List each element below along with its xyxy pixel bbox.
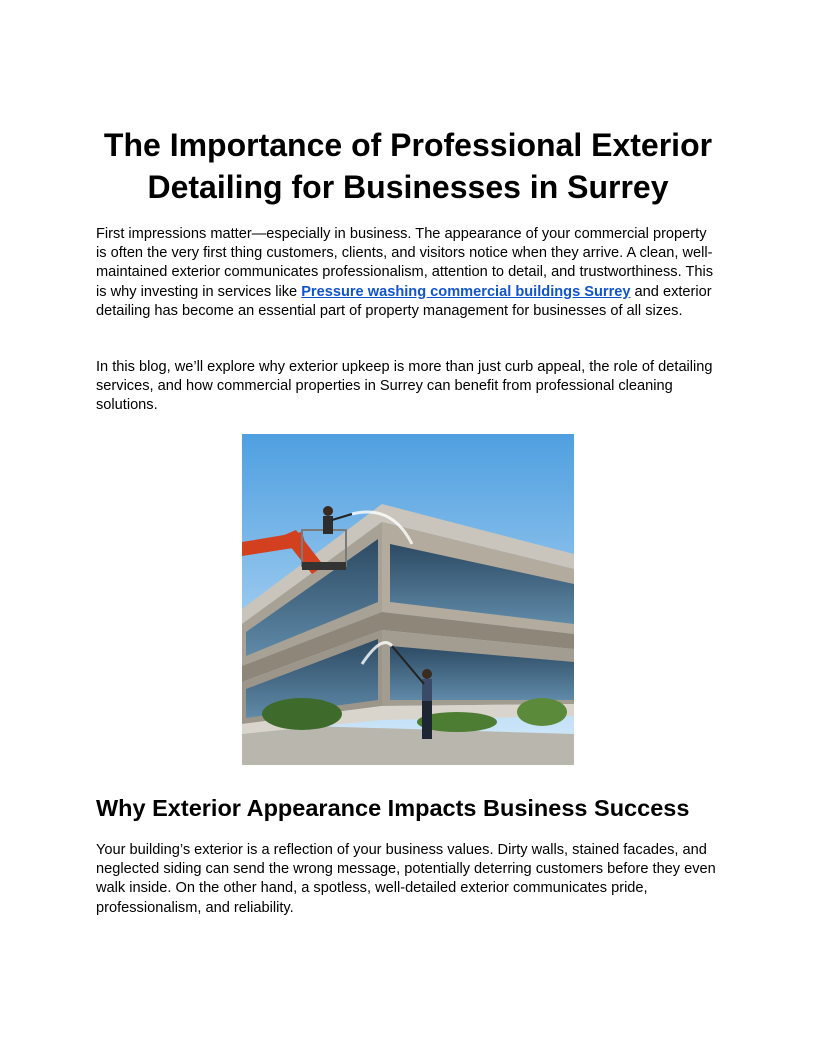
- worker-legs-ground: [422, 701, 432, 739]
- worker-head-top: [323, 506, 333, 516]
- pressure-washing-link[interactable]: Pressure washing commercial buildings Surrey: [301, 283, 631, 300]
- intro-text-after: and exterior detailing has become an essential part of property management for businesses of all sizes.: [96, 283, 712, 319]
- intro-text-before: First impressions matter—especially in business. The appearance of your commercial property is often the very first thing customers, clients, and visitors notice when they arrive. A clean, well-maintained exterior communicates professionalism, attention to detail, and trustworthiness. This is why investing in services like: [96, 226, 714, 300]
- worker-body-top: [323, 516, 333, 534]
- section-heading: Why Exterior Appearance Impacts Business Success: [96, 795, 690, 821]
- shrub-right: [517, 698, 567, 726]
- lift-base: [302, 562, 346, 570]
- intro-paragraph: [96, 225, 720, 321]
- page-title: The Importance of Professional Exterior Detailing for Businesses in Surrey: [103, 127, 713, 205]
- blog-overview-paragraph: In this blog, we’ll explore why exterior upkeep is more than just curb appeal, the role of detailing services, and how commercial properties in Surrey can benefit from professional cleaning solutions.: [96, 359, 713, 414]
- shrub-left: [262, 698, 342, 730]
- exterior-paragraph: Your building’s exterior is a reflection of your business values. Dirty walls, stained facades, and neglected siding can send the wrong message, potentially deterring customers before they even walk inside. On the other hand, a spotless, well-detailed exterior communicates pride, professionalism, and reliability.: [96, 842, 716, 916]
- building-washing-photo: [242, 434, 574, 765]
- worker-head-ground: [422, 669, 432, 679]
